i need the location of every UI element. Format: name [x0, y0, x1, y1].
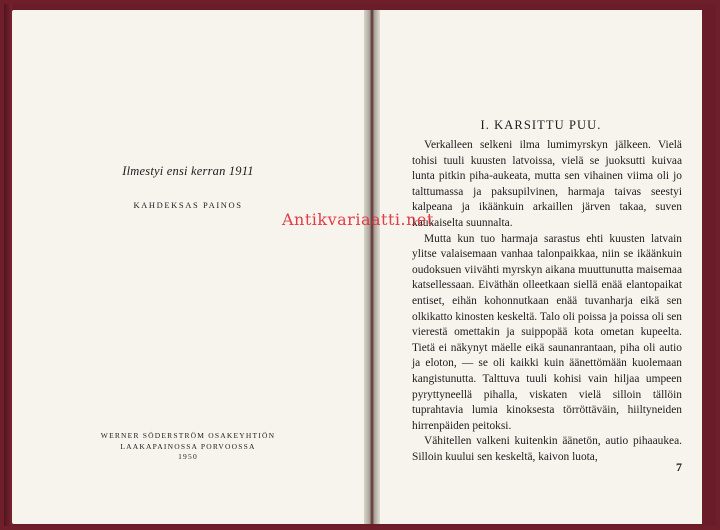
book-gutter [364, 10, 380, 524]
publisher-imprint [12, 431, 364, 463]
first-published-note: Ilmestyi ensi kerran 1911 [122, 164, 254, 178]
paragraph: Mutta kun tuo harmaja sarastus ehti kuusten latvain ylitse valaisemaan vanhaa talonpaikkaa, niin se ikäänkuin oudoksuen viivähti myrskyn aikana muuttunutta maisemaa katsellessaan. Eiväthän olleetkaan siellä enää elantopaikat entiset, eihän kohonnutkaan enää tuvanharja eikä sen olkikatto kinosten keskeltä. Talo oli poissa ja poissa oli sen vierestä omettakin ja suippopää kota ometan kupeelta. Tietä ei näkynyt mäelle eikä saunanrantaan, piha oli autio ja eloton, — se oli kaikki kuin äänettömään kuolemaan kangistunutta. Talttuva tuuli kohisi vain hiljaa umpeen pyryttyneellä pihalla, viskaten vielä silloin tällöin tuprahtavia lumia kinoksesta törröttäväin, hiiltyneiden hirrenpäiden peitoksi. [412, 232, 682, 432]
paragraph: Vähitellen valkeni kuitenkin äänetön, autio pihaaukea. Silloin kuului sen keskeltä, kaivon luota, [412, 435, 682, 463]
publisher-year: 1950 [178, 452, 198, 461]
chapter-body [412, 138, 682, 465]
edition-label: KAHDEKSAS PAINOS [133, 200, 243, 210]
watermark-text: Antikvariaatti.net [282, 210, 434, 229]
paragraph: Verkalleen selkeni ilma lumimyrskyn jälkeen. Vielä tohisi tuuli kuusten latvoissa, vielä se juoksutti kuivaa lunta pitkin piha-aukeata, mutta sen vihainen viima oli jo talttumassa ja paksupilvinen, harmaja taivas seestyi kalpeana ja ikäänkuin arkaillen järven takaa, suven kaukaiselta suunnalta. [412, 139, 682, 229]
page-number: 7 [676, 460, 682, 474]
cover-edge [4, 4, 12, 526]
chapter-title: I. KARSITTU PUU. [480, 118, 602, 132]
left-page [12, 10, 364, 524]
publisher-line: LAAKAPAINOSSA PORVOOSSA [120, 441, 256, 451]
publisher-line: WERNER SÖDERSTRÖM OSAKEYHTIÖN [100, 431, 276, 440]
book-spread [4, 4, 716, 526]
right-page [380, 10, 702, 524]
